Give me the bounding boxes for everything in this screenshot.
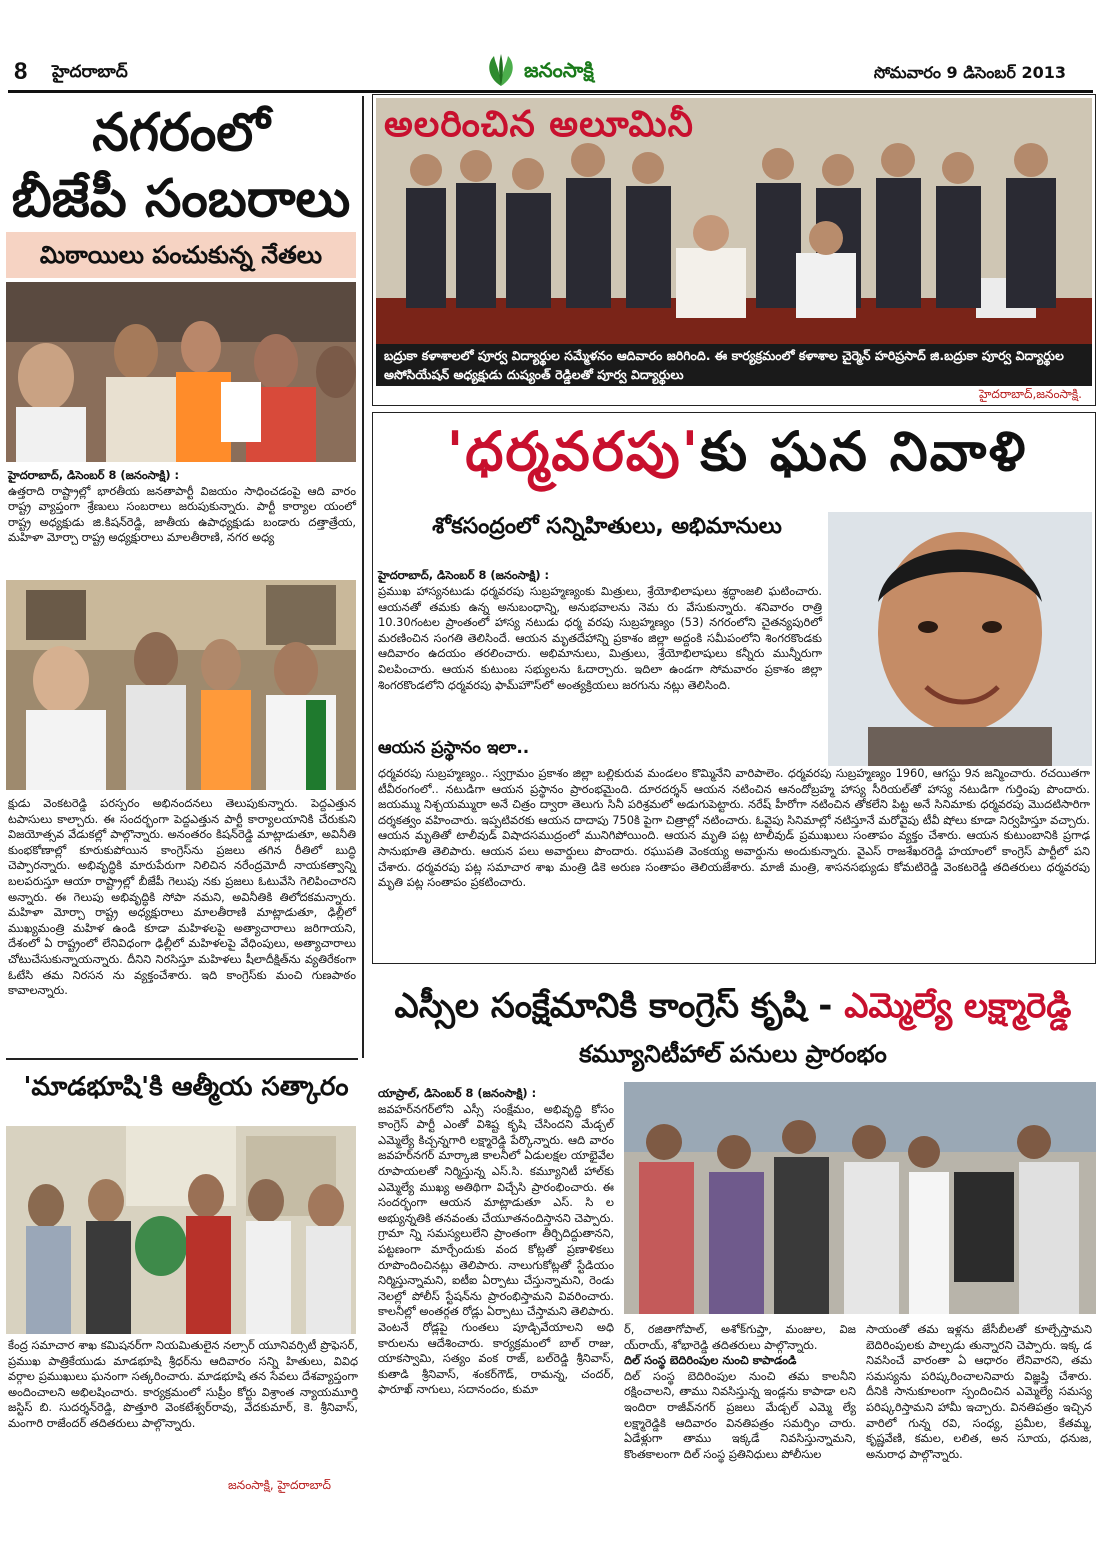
sc-headline-main: ఎస్సీల సంక్షేమానికి కాంగ్రెస్ కృషి - xyxy=(394,986,845,1026)
dharma-headline xyxy=(392,420,1082,497)
dharma-subheadline-2: ఆయన ప్రస్థానం ఇలా.. xyxy=(378,738,530,758)
sc-headline xyxy=(370,986,1096,1034)
dharma-headline-rest: కు ఘన నివాళి xyxy=(700,420,1028,483)
alumni-title: అలరించిన అలూమినీ xyxy=(384,104,694,145)
sc-headline-mla: ఎమ్మెల్యే లక్ష్మారెడ్డి xyxy=(844,986,1072,1026)
bjp-dateline: హైదరాబాద్, డిసెంబర్ 8 (జనంసాక్షి) : xyxy=(8,468,180,482)
sc-col2-text: ర్, రజితాగోపాల్, అశోక్‌గుప్తా, మంజుల, విజ య్‌రాయ్, శోభారెడ్డి తదితరులు పాల్గొన్నారు. xyxy=(624,1322,856,1352)
sc-article-col1 xyxy=(378,1086,614,1398)
sc-col2-subheadline: దిల్ సంస్థ బెదిరింపుల నుంచి కాపాడండి xyxy=(624,1353,797,1368)
masthead xyxy=(0,0,1100,92)
dharma-para1: ప్రముఖ హాస్యనటుడు ధర్మవరపు సుబ్రహ్మణ్యంకు మిత్రులు, శ్రేయోభిలాషులు శ్రద్ధాంజలి ఘటించారు. ఆయనతో తమకు ఉన్న అనుబంధాన్ని, అనుభవాలను నెమ రు వేసుకున్నారు. శనివారం రాత్రి 10.30గంటల ప్రాంతంలో హాస్య నటుడు ధర్మ వరపు సుబ్రహ్మణ్యం (53) నగరంలోని చైతన్యపురిలో మరణించిన సంగతి తెలిసిందే. ఆయన మృతదేహాన్ని ప్రకాశం జిల్లా అద్దంకి సమీపంలోని శింగరకొండకు ఆదివారం ఉదయం తరలించారు. అభిమానులు, మిత్రులు, శ్రేయోభిలాషులు కన్నీరు మున్నీరుగా విలపించారు. ఆయన కుటుంబ సభ్యులను ఓదార్చారు. ఇదిలా ఉండగా సోమవారం ప్రకాశం జిల్లా శింగరకొండలోని ధర్మవరపు ఫామ్‌హౌస్‌లో అంత్యక్రియలు జరగును నట్లు తెలిసింది. xyxy=(378,584,822,692)
bjp-headline-line2: బీజేపీ సంబరాలు xyxy=(11,169,351,229)
column-divider xyxy=(362,96,364,1058)
dharma-headline-name: 'ధర్మవరపు' xyxy=(446,420,701,483)
dharma-dateline: హైదరాబాద్, డిసెంబర్ 8 (జనంసాక్షి) : xyxy=(378,568,550,582)
dharma-para2: ధర్మవరపు సుబ్రహ్మణ్యం.. స్వగ్రామం ప్రకాశం జిల్లా బల్లికురువ మండలం కొమ్మినేని వారిపాలెం. ధర్మవరపు సుబ్రహ్మణ్యం 1960, ఆగస్టు 9న జన్మించారు. రచయితగా టీవీరంగంలో.. నటుడిగా ఆయన ప్రస్థానం ప్రారంభమైంది. దూరదర్శన్ ఆయన నటించిన ఆనందోబ్రహ్మ హాస్య సీరియల్‌తో హాస్య నటుడిగా గుర్తింపు పొందారు. జయమ్ము నిశ్చయమ్మురా అనే చిత్రం ద్వారా తెలుగు సినీ పరిశ్రమలో అడుగుపెట్టారు. నరేష్ హీరోగా నటించిన తోకలేని పిట్ట అనే సినిమాకు ధర్మవరపు మొదటిసారిగా దర్శకత్వం వహించారు. ఇప్పటివరకు ఆయన దాదాపు 750కి పైగా చిత్రాల్లో నటించారు. ఓవైపు సినిమాల్లో నటిస్తూనే మరోవైపు టీవీ షోలు కూడా నిర్వహిస్తూ వచ్చారు. ఆయన మృతితో టాలీవుడ్ విషాదసముద్రంలో మునిగిపోయింది. ఆయన మృతి పట్ల టాలీవుడ్ ప్రముఖులు సంతాపం వ్యక్తం చేశారు. ఆయన కుటుంబానికి ప్రగాఢ సానుభూతి తెలిపారు. ఆయన పలు అవార్డులు పొందారు. రఘుపతి వెంకయ్య అవార్డును అందుకున్నారు. వైఎస్ రాజశేఖరరెడ్డి హయాంలో కాంగ్రెస్ పార్టీలో పని చేశారు. ధర్మవరపు పట్ల సమాచార శాఖ మంత్రి డికె అరుణ సంతాపం తెలియజేశారు. మాజీ మంత్రి, శాసనసభ్యుడు కోమటిరెడ్డి వెంకటరెడ్డి తదితరులు ధర్మవరపు మృతి పట్ల సంతాపం ప్రకటించారు. xyxy=(378,766,1090,890)
leaf-logo-icon xyxy=(482,52,520,88)
dharma-article-part1 xyxy=(378,568,822,584)
section-city: హైదరాబాద్ xyxy=(52,62,128,82)
madabhushi-credit: జనంసాక్షి, హైదరాబాద్ xyxy=(228,1478,331,1492)
sc-col1-text: జవహర్‌నగర్‌లోని ఎస్సీ సంక్షేమం, అభివృద్ధి కోసం కాంగ్రెస్ పార్టీ ఎంతో విశిష్ట కృషి చేసిందని మేడ్చల్ ఎమ్మెల్యే కిచ్చన్నగారి లక్ష్మారెడ్డి పేర్కొన్నారు. ఆది వారం జవహర్‌నగర్ మార్కాజి కాలనీలో ఏడులక్షల యాభైవేల రూపాయలతో నిర్మిస్తున్న ఎస్.సి. కమ్యూనిటీ హాల్‌కు ఎమ్మెల్యే ముఖ్య అతిథిగా విచ్చేసి ప్రారంభించారు. ఈ సందర్భంగా ఆయన మాట్లాడుతూ ఎస్. సి ల అభ్యున్నతికి తనవంతు చేయూతనందిస్తానని చెప్పారు. గ్రామా న్ని సమస్యలులేని ప్రాంతంగా తీర్చిదిద్దుతానని, పట్టణంగా మార్చేందుకు వంద కోట్లతో ప్రణాళికలు రూపొందించినట్లు తెలిపారు. నాలుగుకోట్లతో స్టేడియం నిర్మిస్తున్నామని, ఐటీఐ ఏర్పాటు చేస్తున్నామని, రెండు నెలల్లో పోలీస్ స్టేషన్‌ను ప్రారంభిస్తామని వివరించారు. కాలనీల్లో అంతర్గత రోడ్లు ఏర్పాటు చేస్తామని తెలిపారు. వెంటనే రోడ్లపై గుంతలు పూడ్చివేయాలని అధి కారులను ఆదేశించారు. కార్యక్రమంలో బాల్ రాజు, యాకస్వామి, సత్యం వంక రాజ్, బల్‌రెడ్డి శ్రీనివాస్, కుతాడి శ్రీనివాస్, శంకర్‌గౌడ్, రామన్న, చందర్, ఫారూఖ్ నాగులు, సదానందం, కుమా xyxy=(378,1101,614,1397)
newspaper-logo xyxy=(482,52,622,92)
bjp-photo-1 xyxy=(6,282,356,462)
madabhushi-headline: 'మాడభూషి'కి ఆత్మీయ సత్కారం xyxy=(23,1072,349,1102)
logo-text: జనంసాక్షి xyxy=(524,58,594,82)
alumni-caption: బద్రుకా కళాశాలలో పూర్వ విద్యార్థుల సమ్మేళనం ఆదివారం జరిగింది. ఈ కార్యక్రమంలో కళాశాల చైర్మెన్ హరిప్రసాద్ జి.బద్రుకా పూర్వ విద్యార్థుల అసోసియేషన్ అధ్యక్షుడు దుష్యంత్ రెడ్డిలతో పూర్వ విద్యార్థులు xyxy=(376,344,1092,386)
sc-dateline: యాప్రాల్, డిసెంబర్ 8 (జనంసాక్షి) : xyxy=(378,1086,537,1100)
sc-col2-text-b: దిల్ సంస్థ బెదిరింపుల నుంచి తమ కాలనీని రక్షించాలని, తాము నివసిస్తున్న ఇండ్లను కాపాడా లని ఇందిరా రాజీవ్‌నగర్ ప్రజలు మేడ్చల్ ఎమ్మె ల్యే లక్ష్మారెడ్డికి ఆదివారం వినతిపత్రం సమర్పిం చారు. ఏడేళ్లుగా తాము ఇక్కడే నివసిస్తున్నామని, కొంతకాలంగా దిల్ సంస్థ ప్రతినిధులు పోలీసుల xyxy=(624,1368,856,1461)
sc-article-col2 xyxy=(624,1322,856,1462)
sc-article-col3: సాయంతో తమ ఇళ్లను జేసీబీలతో కూల్చేస్తామని బెదిరింపులకు పాల్పడు తున్నారని చెప్పారు. ఇక్క డ నివసించే వారంతా ఏ ఆధారం లేనివారని, తమ సమస్యను పరిష్కరించాలనివారు విజ్ఞప్తి చేశారు. దీనికి సానుకూలంగా స్పందించిన ఎమ్మెల్యే సమస్య పరిష్కరిస్తామని హామీ ఇచ్చారు. వినతిపత్రం ఇచ్చిన వారిలో గున్న రవి, సంధ్య, ప్రమీల, కేతమ్మ, కృష్ణవేణి, కమల, లలిత, అన సూయ, ధనుజ, అనురాధ పాల్గొన్నారు. xyxy=(866,1322,1092,1461)
issue-date: సోమవారం 9 డిసెంబర్ 2013 xyxy=(873,63,1066,82)
section-rule xyxy=(6,1058,358,1060)
page-number: 8 xyxy=(14,58,28,85)
madabhushi-article: కేంద్ర సమాచార శాఖ కమిషనర్‌గా నియమితులైన నల్సార్ యూనివర్సిటీ ప్రొఫెసర్, ప్రముఖ పాత్రికేయుడు మాడభూషి శ్రీధర్‌ను ఆదివారం సన్ని హితులు, వివిధ వర్గాల ప్రముఖులు ఘనంగా సత్కరించారు. మాడభూషి తన సేవలు దేశవ్యాప్తంగా అందించాలని అభిలషించారు. కార్యక్రమంలో సుప్రీం కోర్టు విశ్రాంత న్యాయమూర్తి జస్టిస్ బి. సుదర్శన్‌రెడ్డి, పొత్తూరి వెంకటేశ్వర్‌రావు, వేదకుమార్, కె. శ్రీనివాస్, మంగారి రాజేందర్ తదితరులు పాల్గొన్నారు. xyxy=(8,1338,358,1430)
sc-photo xyxy=(624,1082,1096,1314)
bjp-headline xyxy=(6,100,356,232)
bjp-photo-2 xyxy=(6,580,356,790)
dharma-subheadline: శోకసంద్రంలో సన్నిహితులు, అభిమానులు xyxy=(432,514,782,539)
bjp-para1: ఉత్తరాది రాష్ట్రాల్లో భారతీయ జనతాపార్టీ విజయం సాధించడంపై ఆది వారం రాష్ట్ర వ్యాప్తంగా శ్రేణులు సంబరాలు జరుపుకున్నారు. పార్టీ కార్యాల యంలో రాష్ట్ర అధ్యక్షుడు జి.కిషన్‌రెడ్డి, జాతీయ ఉపాధ్యక్షుడు బండారు దత్తాత్రేయ, మహిళా మోర్చా రాష్ట్ర అధ్యక్షురాలు మాలతీరాణి, నగర అధ్య xyxy=(8,483,356,545)
bjp-article-part2: క్షుడు వెంకటరెడ్డి పరస్పరం అభినందనలు తెలుపుకున్నారు. పెద్దఎత్తున టపాసులు కాల్చారు. ఈ సందర్భంగా పెద్దఎత్తున పార్టీ కార్యాలయానికి చేరుకుని విజయోత్సవ వేడుకల్లో పాల్గొన్నారు. అనంతరం కిషన్‌రెడ్డి మాట్లాడుతూ, అవినీతి కుంభకోణాల్లో కూరుకుపోయిన కాంగ్రెస్‌ను ప్రజలు తగిన రీతిలో బుద్ధి చెప్పారన్నారు. అభివృద్ధికి మారుపేరుగా నిలిచిన నరేంద్రమోదీ నాయకత్వాన్ని బలపరుస్తూ ఆయా రాష్ట్రాల్లో బీజేపీ గెలుపు నకు ప్రజలు ఓటువేసి గెలిపించారని అన్నారు. ఈ గెలుపు అభివృద్ధికి సోపా నమని, అవినీతికి తిలోదకమన్నారు. మహిళా మోర్చా రాష్ట్ర అధ్యక్షురాలు మాలతీరాణి మాట్లాడుతూ, ఢిల్లీలో ముఖ్యమంత్రి మహిళ ఉండి కూడా మహిళలపై అత్యాచారాలు జరిగాయని, దేశంలో ఏ రాష్ట్రంలో లేనివిధంగా ఢిల్లీలో మహిళలపై వేధింపులు, అత్యాచారాలు చోటుచేసుకున్నాయన్నారు. దీనిని నిరసిస్తూ మహిళలు షీలాదీక్షిత్‌ను వ్యతిరేకంగా ఓటేసి తమ నిరసన ను వ్యక్తంచేశారు. ఇది కాంగ్రెస్‌కు మంచి గుణపాఠం కావాలన్నారు. xyxy=(8,796,356,998)
bjp-headline-line1: నగరంలో xyxy=(92,103,270,163)
masthead-rule xyxy=(8,90,1093,93)
dharma-portrait xyxy=(828,512,1092,766)
bjp-subheadline: మిఠాయిలు పంచుకున్న నేతలు xyxy=(6,232,356,278)
madabhushi-photo xyxy=(6,1126,356,1334)
alumni-credit: హైదరాబాద్,జనంసాక్షి. xyxy=(979,387,1082,401)
bjp-article-part1 xyxy=(8,468,356,546)
sc-subheadline: కమ్యూనిటీహాల్ పనులు ప్రారంభం xyxy=(579,1040,887,1068)
